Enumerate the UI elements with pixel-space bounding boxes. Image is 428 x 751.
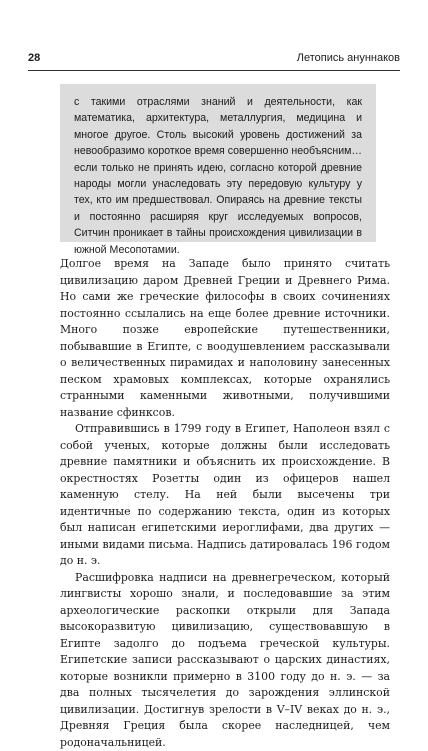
paragraph: Долгое время на Западе было принято считать цивилизацию даром Древней Греции и Древнего Рима. Но сами же греческие философы в своих сочинениях постоянно ссылались на еще более древние источники. Много позже европейские путешественники, побывавшие в Египте, с воодушевлением рассказывали о величественных пирамидах и наполовину занесенных песком храмовых комплексах, которые охранялись странными каменными животными, получившими название сфинксов. bbox=[60, 256, 390, 421]
paragraph: Отправившись в 1799 году в Египет, Наполеон взял с собой ученых, которые должны были исследовать древние памятники и объяснить их происхождение. В окрестностях Розетты один из офицеров нашел каменную стелу. На ней были высечены три идентичные по содержанию текста, один из которых был написан египетскими иероглифами, два других — иными видами письма. Надпись датировалась 196 годом до н. э. bbox=[60, 421, 390, 570]
quote-box bbox=[60, 84, 376, 242]
paragraph: Расшифровка надписи на древнегреческом, который лингвисты хорошо знали, и последовавшие за этим археологические раскопки открыли для Запада высокоразвитую цивилизацию, существовавшую в Египте задолго до подъема греческой культуры. Египетские записи рассказывают о царских династиях, которые возникли примерно в 3100 году до н. э. — за два полных тысячелетия до зарождения эллинской цивилизации. Достигнув зрелости в V–IV веках до н. э., Древняя Греция была скорее наследницей, чем родоначальницей. bbox=[60, 570, 390, 751]
page-number: 28 bbox=[28, 52, 40, 64]
running-title: Летопись ануннаков bbox=[297, 52, 400, 64]
quote-text: с такими отраслями знаний и деятельности, как математика, архитектура, металлургия, медицина и многое другое. Столь высокий уровень достижений за невообразимо короткое время совершенно необъясним… если только не принять идею, согласно которой древние народы могли унаследовать эту передовую культуру у тех, кто им предшествовал. Опираясь на древние тексты и постоянно расширяя круг исследуемых вопросов, Ситчин проникает в тайны происхождения цивилизации в южной Месопотамии. bbox=[74, 94, 362, 258]
page-header bbox=[28, 52, 400, 71]
body-text bbox=[60, 256, 390, 751]
